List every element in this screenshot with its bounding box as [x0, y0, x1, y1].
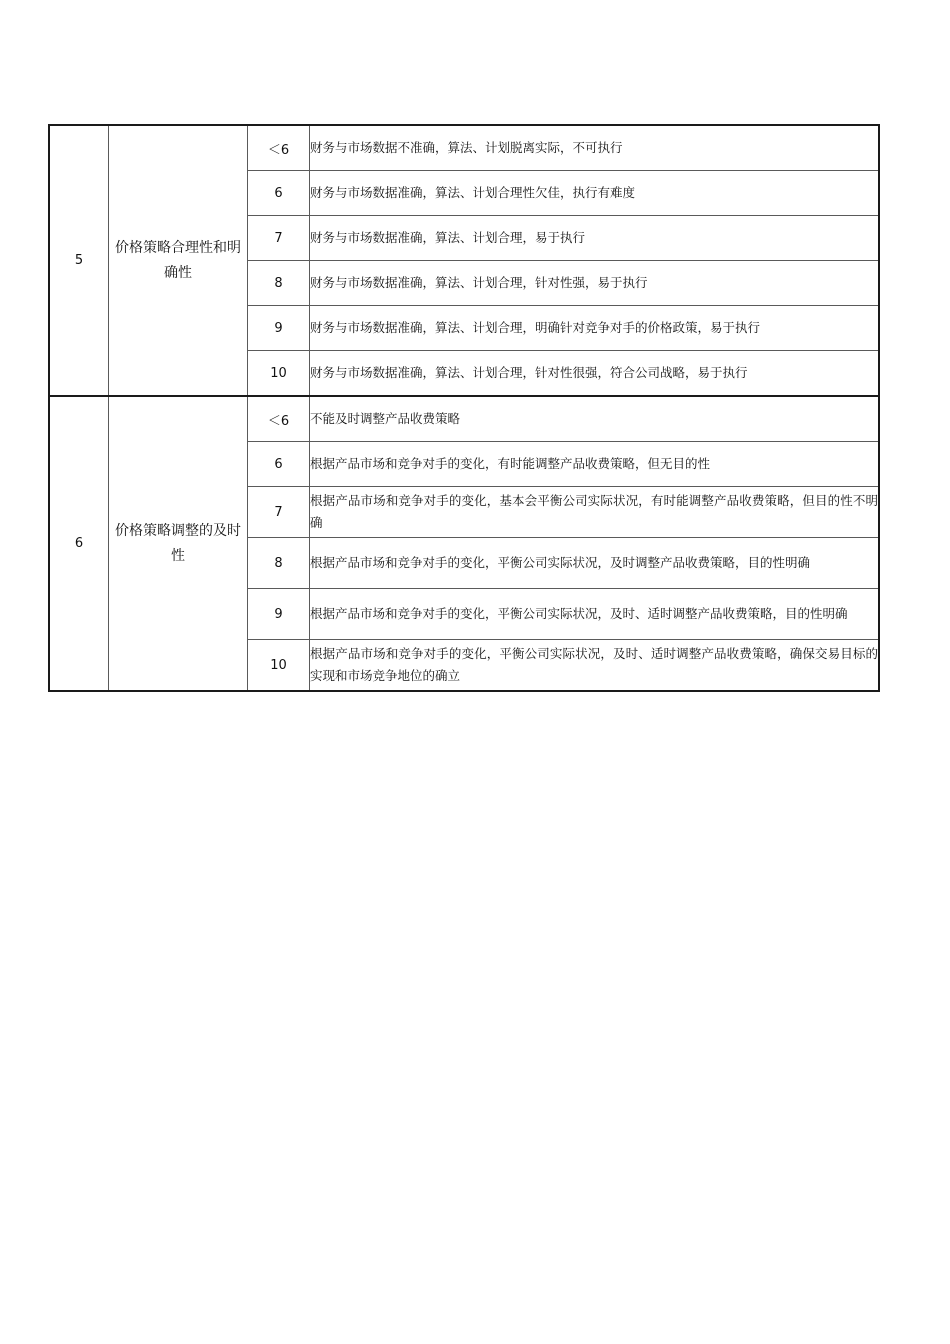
criteria-description-cell: 根据产品市场和竞争对手的变化，平衡公司实际状况，及时、适时调整产品收费策略，目的性明确	[310, 589, 880, 640]
criteria-description-cell: 财务与市场数据不准确，算法、计划脱离实际，不可执行	[310, 125, 880, 171]
item-number-cell: 5	[49, 125, 109, 396]
criteria-description-cell: 财务与市场数据准确，算法、计划合理，明确针对竞争对手的价格政策，易于执行	[310, 306, 880, 351]
score-cell: ＜6	[248, 125, 310, 171]
document-page	[48, 124, 880, 692]
evaluation-criteria-table	[48, 124, 880, 692]
criteria-description-cell: 财务与市场数据准确，算法、计划合理，针对性强，易于执行	[310, 261, 880, 306]
criteria-description-cell: 根据产品市场和竞争对手的变化，基本会平衡公司实际状况，有时能调整产品收费策略，但目的性不明确	[310, 487, 880, 538]
score-cell: ＜6	[248, 396, 310, 442]
table-row	[49, 125, 879, 171]
criteria-description-cell: 根据产品市场和竞争对手的变化，有时能调整产品收费策略，但无目的性	[310, 442, 880, 487]
score-cell: 8	[248, 538, 310, 589]
score-cell: 9	[248, 306, 310, 351]
criteria-description-cell: 财务与市场数据准确，算法、计划合理，易于执行	[310, 216, 880, 261]
score-cell: 10	[248, 351, 310, 397]
criteria-description-cell: 根据产品市场和竞争对手的变化，平衡公司实际状况，及时调整产品收费策略，目的性明确	[310, 538, 880, 589]
score-cell: 7	[248, 487, 310, 538]
score-cell: 7	[248, 216, 310, 261]
criteria-description-cell: 根据产品市场和竞争对手的变化，平衡公司实际状况，及时、适时调整产品收费策略，确保交易目标的实现和市场竞争地位的确立	[310, 640, 880, 692]
score-cell: 10	[248, 640, 310, 692]
table-row	[49, 396, 879, 442]
criteria-description-cell: 财务与市场数据准确，算法、计划合理性欠佳，执行有难度	[310, 171, 880, 216]
criteria-description-cell: 不能及时调整产品收费策略	[310, 396, 880, 442]
criteria-description-cell: 财务与市场数据准确，算法、计划合理，针对性很强，符合公司战略，易于执行	[310, 351, 880, 397]
item-title-cell: 价格策略调整的及时性	[109, 396, 248, 691]
score-cell: 8	[248, 261, 310, 306]
score-cell: 9	[248, 589, 310, 640]
score-cell: 6	[248, 171, 310, 216]
score-cell: 6	[248, 442, 310, 487]
item-number-cell: 6	[49, 396, 109, 691]
item-title-cell: 价格策略合理性和明确性	[109, 125, 248, 396]
